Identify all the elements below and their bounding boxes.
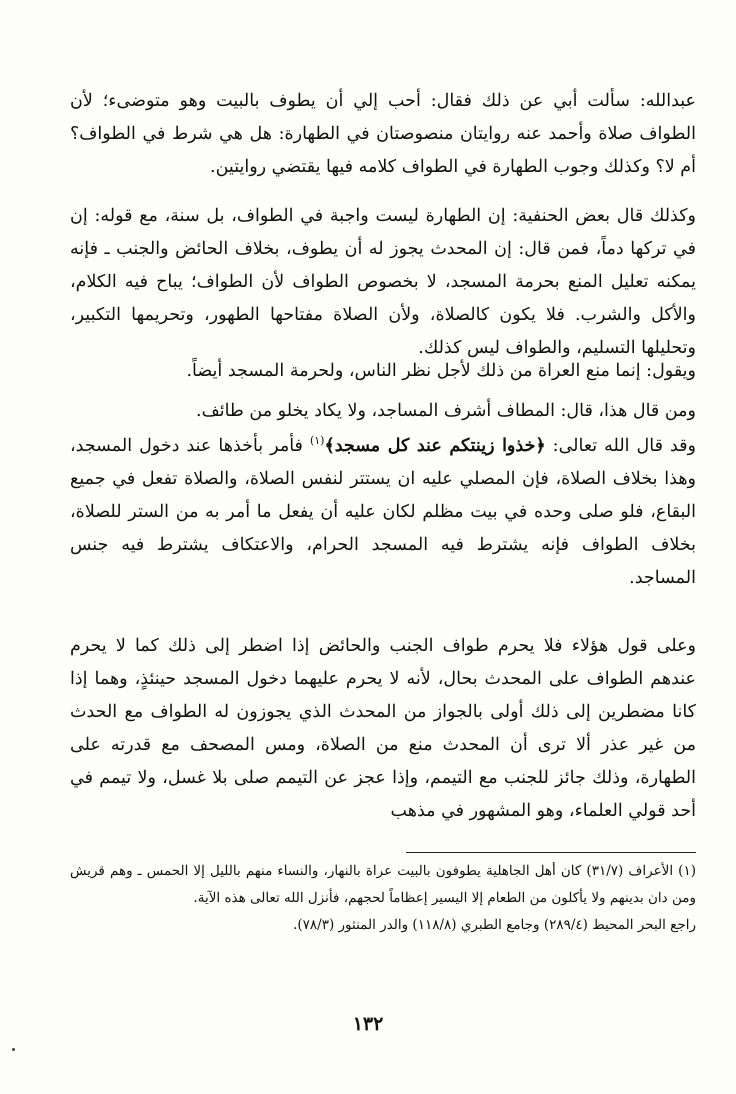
paragraph-text xyxy=(70,430,696,595)
quran-verse: ﴿خذوا زينتكم عند كل مسجد﴾ xyxy=(324,436,546,456)
paragraph-text: ومن قال هذا، قال: المطاف أشرف المساجد، ولا يكاد يخلو من طائف. xyxy=(196,401,696,421)
footnote-divider xyxy=(406,852,696,853)
paragraph-5 xyxy=(70,430,696,595)
page-number: ١٣٢ xyxy=(352,1013,384,1035)
footnote-reference: (١) xyxy=(309,434,325,448)
paragraph-4 xyxy=(70,395,696,428)
footnote-1: (١) الأعراف (٣١/٧) كان أهل الجاهلية يطوفون بالبيت عراة بالنهار، والنساء منهم بالليل إلا الحمس ـ وهم قريش ومن دان بدينهم ولا يأكلون من الطعام إلا اليسير إعظاماً لحجهم، فأنزل الله تعالى هذه الآية. xyxy=(70,863,696,906)
paragraph-text: وكذلك قال بعض الحنفية: إن الطهارة ليست واجبة في الطواف، بل سنة، مع قوله: إن في تركها دماً، فمن قال: إن المحدث يجوز له أن يطوف، بخلاف الحائض والجنب ـ فإنه يمكنه تعليل المنع بحرمة المسجد، لا بخصوص الطواف لأن الطواف؛ يباح فيه الكلام، والأكل والشرب. فلا يكون كالصلاة، ولأن الصلاة مفتاحها الطهور، وتحريمها التكبير، وتحليلها التسليم، والطواف ليس كذلك. xyxy=(70,206,696,358)
footnotes xyxy=(70,858,696,939)
paragraph-text: وعلى قول هؤلاء فلا يحرم طواف الجنب والحائض إذا اضطر إلى ذلك كما لا يحرم عندهم الطواف على المحدث بحال، لأنه لا يحرم عليهما دخول المسجد حينئذٍ، وهما إذا كانا مضطرين إلى ذلك أولى بالجواز من المحدث الذي يجوزون له الطواف مع الحدث من غير عذر ألا ترى أن المحدث منع من الصلاة، ومس المصحف مع قدرته على الطهارة، وذلك جائز للجنب مع التيمم، وإذا عجز عن التيمم صلى بلا غسل، ولا تيمم في أحد قولي العلماء، وهو المشهور في مذهب xyxy=(70,636,696,821)
quote-intro: وقد قال الله تعالى: xyxy=(545,436,696,456)
paragraph-6 xyxy=(70,630,696,828)
footnote-source: راجع البحر المحيط (٢٨٩/٤) وجامع الطبري (١١٨/٨) والدر المنثور (٧٨/٣). xyxy=(293,917,696,933)
paragraph-2 xyxy=(70,200,696,365)
paragraph-text: عبدالله: سألت أبي عن ذلك فقال: أحب إلي أن يطوف بالبيت وهو متوضىء؛ لأن الطواف صلاة وأحمد عنه روايتان منصوصتان في الطهارة: هل هي شرط في الطواف؟ أم لا؟ وكذلك وجوب الطهارة في الطواف كلامه فيها يقتضي روايتين. xyxy=(70,91,696,177)
quote-continuation: فأمر بأخذها عند دخول المسجد، وهذا بخلاف الصلاة، فإن المصلي عليه ان يستتر لنفس الصلاة، والصلاة تفعل في جميع البقاع، فلو صلى وحده في بيت مظلم لكان عليه أن يفعل ما أمر به من الستر للصلاة، بخلاف الطواف فإنه يشترط فيه المسجد الحرام، والاعتكاف يشترط فيه جنس المساجد. xyxy=(70,436,696,588)
paragraph-text: ويقول: إنما منع العراة من ذلك لأجل نظر الناس، ولحرمة المسجد أيضاً. xyxy=(186,361,696,381)
paragraph-3 xyxy=(70,355,696,388)
paragraph-1 xyxy=(70,85,696,184)
scan-speck xyxy=(12,1048,15,1051)
